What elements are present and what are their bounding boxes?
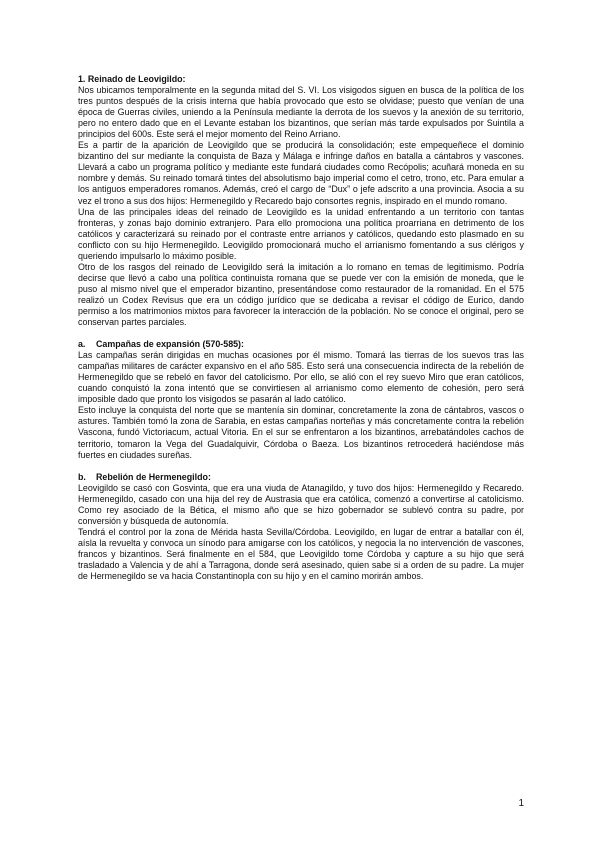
section-spacer bbox=[78, 461, 524, 472]
section-spacer bbox=[78, 328, 524, 339]
section-a-number: a. bbox=[78, 339, 86, 350]
section-a-heading bbox=[78, 339, 524, 350]
section-1-heading: 1. Reinado de Leovigildo: bbox=[78, 74, 186, 84]
page-number: 1 bbox=[518, 798, 524, 809]
section-1-paragraph: Otro de los rasgos del reinado de Leovigildo será la imitación a lo romano en temas de legitimismo. Podría decirse que llevó a cabo una política continuista romana que se puede ver con la emisión de moneda, que le puso al mismo nivel que el emperador bizantino, presentándose como restaurador de la romanidad. En el 575 realizó un Codex Revisus que era un código jurídico que se dedicaba a revisar el código de Eurico, dando permiso a los matrimonios mixtos para favorecer la interacción de la población. No se conoce el original, pero se conservan partes parciales. bbox=[78, 261, 524, 328]
section-1-paragraph: Es a partir de la aparición de Leovigildo que se producirá la consolidación; este empequeñece el dominio bizantino del sur mediante la conquista de Baza y Málaga e infringe daños en batalla a cántabros y vascones. Llevará a cabo un programa político y mediante este fundará ciudades como Recópolis; acuñará moneda en su nombre y demás. Su reinado tomará tintes del absolutismo bajo imperial como el cetro, trono, etc. Para emular a los antiguos emperadores romanos. Además, creó el cargo de “Dux” o jefe adscrito a una provincia. Asocia a su vez el trono a sus dos hijos: Hermenegildo y Recaredo bajo consortes regnis, inspirado en el mundo romano. bbox=[78, 140, 524, 206]
section-b-paragraph: Leovigildo se casó con Gosvinta, que era una viuda de Atanagildo, y tuvo dos hijos: Hermenegildo y Recaredo. Hermenegildo, casado con una hija del rey de Austrasia que era católica, comenzó a convertirse al catolicismo. Como rey asociado de la Bética, el mismo año que se hizo gobernador se sublevó contra su padre, por conversión y búsqueda de autonomía. bbox=[78, 482, 524, 526]
section-a-paragraph: Esto incluye la conquista del norte que se mantenía sin dominar, concretamente la zona de cántabros, vascos o astures. También tomó la zona de Sarabia, en estas campañas norteñas y más concretamente contra la rebelión Vascona, fundó Victoriacum, actual Vitoria. En el sur se enfrentaron a los bizantinos, arrebatándoles cachos de territorio, tomaron la Vega del Guadalquivir, Córdoba o Baeza. Los bizantinos retrocederá haciéndose más fuertes en ciudades sureñas. bbox=[78, 405, 524, 460]
document-page bbox=[78, 74, 524, 582]
section-b-number: b. bbox=[78, 471, 86, 482]
section-1-paragraph: Nos ubicamos temporalmente en la segunda mitad del S. VI. Los visigodos siguen en busca de la política de los tres puntos después de la crisis interna que había provocado que esto se olvidase; puesto que venían de una época de Guerras civiles, uniendo a la Península mediante la derrota de los suevos y la anexión de su territorio, pero no entero dado que en el Levante estaban los bizantinos, que serían más tarde expulsados por Suintila a principios del 600s. Este será el mejor momento del Reino Arriano. bbox=[78, 85, 524, 140]
section-b-heading bbox=[78, 472, 524, 483]
section-1-paragraph: Una de las principales ideas del reinado de Leovigildo es la unidad enfrentando a un territorio con tantas fronteras, y zonas bajo dominio extranjero. Para ello promociona una política proarriana en detrimento de los católicos y caracterizará su reinado por el contraste entre arrianos y católicos, quedando esto plasmado en su conflicto con su hijo Hermenegildo. Leovigildo promocionará mucho el arrianismo fomentando a sus clérigos y queriendo impulsarlo lo máximo posible. bbox=[78, 206, 524, 261]
section-a-title: Campañas de expansión (570-585): bbox=[96, 339, 244, 350]
section-b-paragraph: Tendrá el control por la zona de Mérida hasta Sevilla/Córdoba. Leovigildo, en lugar de entrar a batallar con él, aísla la revuelta y convoca un sínodo para amigarse con los católicos, y negocia la no intervención de vascones, francos y bizantinos. Será finalmente en el 584, que Leovigildo tome Córdoba y capture a su hijo que será trasladado a Valencia y de ahí a Tarragona, donde será asesinado, quien sabe si a orden de su padre. La mujer de Hermenegildo se va hacia Constantinopla con su hijo y en el camino morirán ambos. bbox=[78, 526, 524, 582]
section-b-title: Rebelión de Hermenegildo: bbox=[96, 471, 211, 482]
section-a-paragraph: Las campañas serán dirigidas en muchas ocasiones por él mismo. Tomará las tierras de los suevos tras las campañas militares de carácter expansivo en el año 585. Esto será una consecuencia indirecta de la rebelión de Hermenegildo que se rebeló en favor del catolicismo. Por ello, se alió con el rey suevo Miro que eran católicos, cuando conquistó la zona intentó que se convirtiesen al arrianismo como elemento de cohesión, pero será imposible dado que pronto los visigodos se pasarán al lado católico. bbox=[78, 350, 524, 405]
